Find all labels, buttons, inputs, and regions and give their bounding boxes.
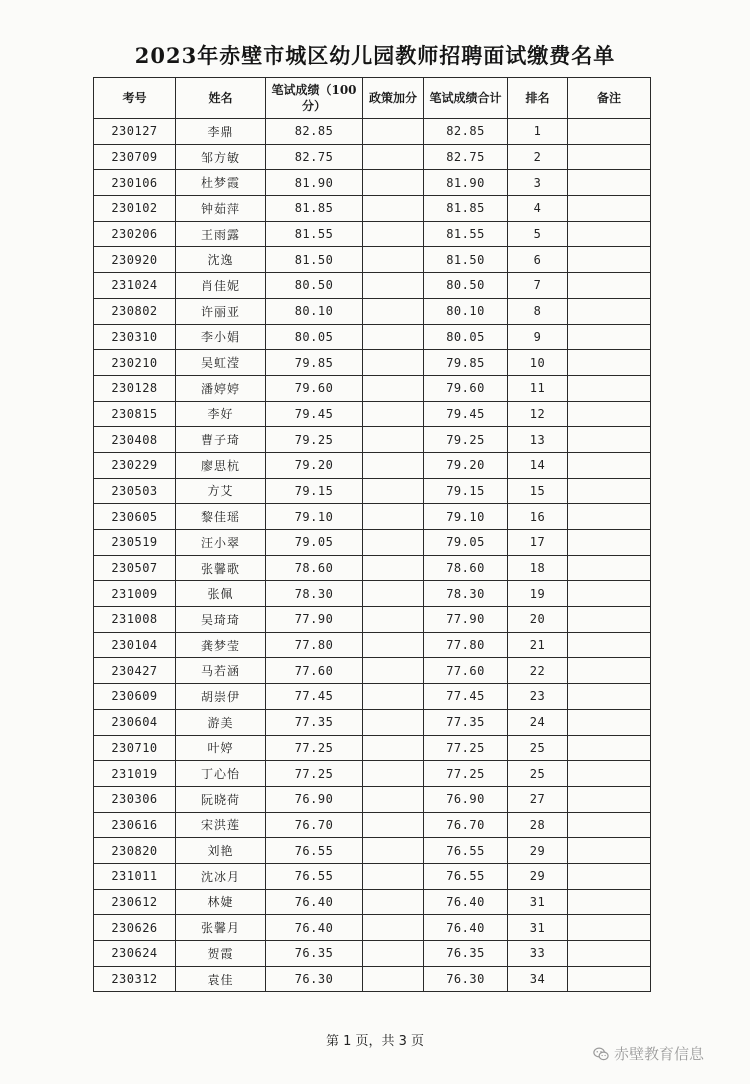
cell-name: 吴琦琦 bbox=[176, 607, 266, 633]
cell-name: 刘艳 bbox=[176, 838, 266, 864]
cell-id: 230616 bbox=[94, 812, 176, 838]
cell-rank: 25 bbox=[508, 761, 568, 787]
score-table-container bbox=[93, 77, 650, 992]
cell-written-score: 82.85 bbox=[266, 119, 363, 145]
cell-name: 王雨露 bbox=[176, 221, 266, 247]
cell-policy-bonus bbox=[363, 966, 424, 992]
cell-policy-bonus bbox=[363, 863, 424, 889]
table-row bbox=[94, 196, 651, 222]
cell-name: 林婕 bbox=[176, 889, 266, 915]
cell-id: 230210 bbox=[94, 350, 176, 376]
table-row bbox=[94, 247, 651, 273]
cell-policy-bonus bbox=[363, 915, 424, 941]
cell-name: 潘婷婷 bbox=[176, 375, 266, 401]
cell-id: 230206 bbox=[94, 221, 176, 247]
cell-written-score: 80.10 bbox=[266, 298, 363, 324]
table-row bbox=[94, 350, 651, 376]
cell-policy-bonus bbox=[363, 761, 424, 787]
cell-id: 230709 bbox=[94, 144, 176, 170]
cell-total-score: 81.55 bbox=[424, 221, 508, 247]
cell-rank: 2 bbox=[508, 144, 568, 170]
cell-policy-bonus bbox=[363, 119, 424, 145]
cell-policy-bonus bbox=[363, 144, 424, 170]
cell-note bbox=[568, 735, 651, 761]
header-total-score: 笔试成绩合计 bbox=[424, 78, 508, 119]
cell-total-score: 76.55 bbox=[424, 838, 508, 864]
cell-total-score: 79.20 bbox=[424, 452, 508, 478]
cell-id: 230710 bbox=[94, 735, 176, 761]
cell-total-score: 79.05 bbox=[424, 530, 508, 556]
cell-name: 汪小翠 bbox=[176, 530, 266, 556]
score-table bbox=[93, 77, 651, 992]
cell-name: 丁心怡 bbox=[176, 761, 266, 787]
cell-policy-bonus bbox=[363, 170, 424, 196]
table-row bbox=[94, 889, 651, 915]
cell-total-score: 82.85 bbox=[424, 119, 508, 145]
cell-name: 钟茹萍 bbox=[176, 196, 266, 222]
cell-policy-bonus bbox=[363, 298, 424, 324]
cell-name: 胡崇伊 bbox=[176, 684, 266, 710]
cell-written-score: 82.75 bbox=[266, 144, 363, 170]
table-row bbox=[94, 735, 651, 761]
header-id: 考号 bbox=[94, 78, 176, 119]
cell-rank: 13 bbox=[508, 427, 568, 453]
cell-rank: 11 bbox=[508, 375, 568, 401]
cell-note bbox=[568, 298, 651, 324]
cell-written-score: 77.25 bbox=[266, 761, 363, 787]
cell-note bbox=[568, 196, 651, 222]
cell-total-score: 76.90 bbox=[424, 786, 508, 812]
table-row bbox=[94, 607, 651, 633]
cell-rank: 31 bbox=[508, 915, 568, 941]
cell-policy-bonus bbox=[363, 324, 424, 350]
cell-id: 230507 bbox=[94, 555, 176, 581]
table-row bbox=[94, 761, 651, 787]
cell-rank: 22 bbox=[508, 658, 568, 684]
cell-id: 230408 bbox=[94, 427, 176, 453]
cell-rank: 18 bbox=[508, 555, 568, 581]
cell-policy-bonus bbox=[363, 735, 424, 761]
cell-policy-bonus bbox=[363, 401, 424, 427]
cell-id: 230802 bbox=[94, 298, 176, 324]
cell-note bbox=[568, 119, 651, 145]
cell-note bbox=[568, 530, 651, 556]
table-row bbox=[94, 452, 651, 478]
table-row bbox=[94, 966, 651, 992]
page-number: 第 1 页，共 3 页 bbox=[325, 1034, 425, 1049]
cell-written-score: 76.35 bbox=[266, 941, 363, 967]
cell-written-score: 79.10 bbox=[266, 504, 363, 530]
table-row bbox=[94, 144, 651, 170]
cell-written-score: 77.80 bbox=[266, 632, 363, 658]
table-row bbox=[94, 324, 651, 350]
cell-total-score: 79.60 bbox=[424, 375, 508, 401]
cell-note bbox=[568, 504, 651, 530]
cell-note bbox=[568, 144, 651, 170]
cell-name: 方艾 bbox=[176, 478, 266, 504]
cell-name: 沈冰月 bbox=[176, 863, 266, 889]
cell-note bbox=[568, 786, 651, 812]
cell-id: 230609 bbox=[94, 684, 176, 710]
cell-rank: 4 bbox=[508, 196, 568, 222]
cell-id: 230106 bbox=[94, 170, 176, 196]
cell-id: 230104 bbox=[94, 632, 176, 658]
cell-rank: 31 bbox=[508, 889, 568, 915]
cell-rank: 19 bbox=[508, 581, 568, 607]
cell-written-score: 80.50 bbox=[266, 273, 363, 299]
cell-note bbox=[568, 221, 651, 247]
cell-written-score: 79.85 bbox=[266, 350, 363, 376]
table-row bbox=[94, 427, 651, 453]
cell-total-score: 79.85 bbox=[424, 350, 508, 376]
cell-name: 龚梦莹 bbox=[176, 632, 266, 658]
cell-name: 叶婷 bbox=[176, 735, 266, 761]
cell-id: 230306 bbox=[94, 786, 176, 812]
table-row bbox=[94, 941, 651, 967]
cell-policy-bonus bbox=[363, 684, 424, 710]
cell-rank: 21 bbox=[508, 632, 568, 658]
cell-id: 230604 bbox=[94, 709, 176, 735]
cell-name: 贺霞 bbox=[176, 941, 266, 967]
table-row bbox=[94, 298, 651, 324]
table-row bbox=[94, 401, 651, 427]
table-row bbox=[94, 684, 651, 710]
cell-name: 游美 bbox=[176, 709, 266, 735]
table-row bbox=[94, 581, 651, 607]
cell-name: 阮晓荷 bbox=[176, 786, 266, 812]
cell-policy-bonus bbox=[363, 530, 424, 556]
table-row bbox=[94, 478, 651, 504]
cell-note bbox=[568, 889, 651, 915]
cell-note bbox=[568, 581, 651, 607]
table-row bbox=[94, 273, 651, 299]
cell-written-score: 81.85 bbox=[266, 196, 363, 222]
table-row bbox=[94, 504, 651, 530]
table-body bbox=[94, 119, 651, 992]
table-row bbox=[94, 555, 651, 581]
cell-written-score: 78.60 bbox=[266, 555, 363, 581]
cell-id: 230427 bbox=[94, 658, 176, 684]
cell-note bbox=[568, 478, 651, 504]
cell-note bbox=[568, 273, 651, 299]
cell-written-score: 78.30 bbox=[266, 581, 363, 607]
cell-name: 李鼎 bbox=[176, 119, 266, 145]
cell-note bbox=[568, 427, 651, 453]
cell-note bbox=[568, 375, 651, 401]
cell-name: 邹方敏 bbox=[176, 144, 266, 170]
cell-id: 230229 bbox=[94, 452, 176, 478]
cell-total-score: 76.30 bbox=[424, 966, 508, 992]
cell-total-score: 81.90 bbox=[424, 170, 508, 196]
cell-policy-bonus bbox=[363, 247, 424, 273]
cell-rank: 24 bbox=[508, 709, 568, 735]
cell-id: 230312 bbox=[94, 966, 176, 992]
cell-total-score: 77.80 bbox=[424, 632, 508, 658]
cell-name: 袁佳 bbox=[176, 966, 266, 992]
cell-note bbox=[568, 632, 651, 658]
cell-policy-bonus bbox=[363, 941, 424, 967]
cell-policy-bonus bbox=[363, 709, 424, 735]
cell-total-score: 82.75 bbox=[424, 144, 508, 170]
cell-total-score: 76.55 bbox=[424, 863, 508, 889]
cell-rank: 17 bbox=[508, 530, 568, 556]
cell-name: 肖佳妮 bbox=[176, 273, 266, 299]
cell-rank: 29 bbox=[508, 863, 568, 889]
cell-id: 230920 bbox=[94, 247, 176, 273]
cell-rank: 14 bbox=[508, 452, 568, 478]
cell-policy-bonus bbox=[363, 658, 424, 684]
cell-rank: 33 bbox=[508, 941, 568, 967]
cell-id: 230128 bbox=[94, 375, 176, 401]
cell-written-score: 76.30 bbox=[266, 966, 363, 992]
cell-note bbox=[568, 915, 651, 941]
cell-written-score: 77.90 bbox=[266, 607, 363, 633]
cell-total-score: 77.60 bbox=[424, 658, 508, 684]
cell-total-score: 78.30 bbox=[424, 581, 508, 607]
cell-name: 杜梦霞 bbox=[176, 170, 266, 196]
cell-name: 张馨月 bbox=[176, 915, 266, 941]
cell-total-score: 77.45 bbox=[424, 684, 508, 710]
cell-rank: 8 bbox=[508, 298, 568, 324]
table-row bbox=[94, 632, 651, 658]
cell-note bbox=[568, 941, 651, 967]
cell-policy-bonus bbox=[363, 632, 424, 658]
table-row bbox=[94, 812, 651, 838]
cell-policy-bonus bbox=[363, 786, 424, 812]
cell-rank: 10 bbox=[508, 350, 568, 376]
table-row bbox=[94, 863, 651, 889]
cell-written-score: 79.60 bbox=[266, 375, 363, 401]
cell-total-score: 79.25 bbox=[424, 427, 508, 453]
cell-policy-bonus bbox=[363, 581, 424, 607]
cell-total-score: 80.05 bbox=[424, 324, 508, 350]
table-row bbox=[94, 221, 651, 247]
cell-rank: 23 bbox=[508, 684, 568, 710]
cell-note bbox=[568, 401, 651, 427]
cell-total-score: 77.25 bbox=[424, 761, 508, 787]
cell-id: 230815 bbox=[94, 401, 176, 427]
cell-written-score: 79.45 bbox=[266, 401, 363, 427]
cell-note bbox=[568, 709, 651, 735]
cell-policy-bonus bbox=[363, 889, 424, 915]
cell-written-score: 80.05 bbox=[266, 324, 363, 350]
cell-rank: 29 bbox=[508, 838, 568, 864]
cell-total-score: 77.25 bbox=[424, 735, 508, 761]
cell-policy-bonus bbox=[363, 427, 424, 453]
cell-policy-bonus bbox=[363, 221, 424, 247]
table-row bbox=[94, 658, 651, 684]
cell-total-score: 76.70 bbox=[424, 812, 508, 838]
cell-total-score: 76.40 bbox=[424, 915, 508, 941]
cell-note bbox=[568, 812, 651, 838]
cell-written-score: 76.55 bbox=[266, 863, 363, 889]
cell-policy-bonus bbox=[363, 812, 424, 838]
cell-name: 廖思杭 bbox=[176, 452, 266, 478]
cell-id: 230626 bbox=[94, 915, 176, 941]
cell-id: 230820 bbox=[94, 838, 176, 864]
cell-written-score: 76.40 bbox=[266, 889, 363, 915]
cell-total-score: 78.60 bbox=[424, 555, 508, 581]
cell-id: 230519 bbox=[94, 530, 176, 556]
cell-name: 黎佳瑶 bbox=[176, 504, 266, 530]
cell-note bbox=[568, 684, 651, 710]
cell-written-score: 77.45 bbox=[266, 684, 363, 710]
header-note: 备注 bbox=[568, 78, 651, 119]
cell-rank: 5 bbox=[508, 221, 568, 247]
cell-name: 许丽亚 bbox=[176, 298, 266, 324]
header-written-score: 笔试成绩（100分） bbox=[266, 78, 363, 119]
cell-policy-bonus bbox=[363, 452, 424, 478]
cell-rank: 7 bbox=[508, 273, 568, 299]
cell-total-score: 77.35 bbox=[424, 709, 508, 735]
cell-note bbox=[568, 838, 651, 864]
table-row bbox=[94, 786, 651, 812]
cell-note bbox=[568, 452, 651, 478]
cell-note bbox=[568, 607, 651, 633]
cell-written-score: 81.90 bbox=[266, 170, 363, 196]
cell-name: 张馨歌 bbox=[176, 555, 266, 581]
cell-policy-bonus bbox=[363, 555, 424, 581]
cell-total-score: 77.90 bbox=[424, 607, 508, 633]
header-name: 姓名 bbox=[176, 78, 266, 119]
cell-rank: 20 bbox=[508, 607, 568, 633]
cell-written-score: 76.70 bbox=[266, 812, 363, 838]
cell-written-score: 76.90 bbox=[266, 786, 363, 812]
header-policy-bonus: 政策加分 bbox=[363, 78, 424, 119]
document-title: 2023年赤壁市城区幼儿园教师招聘面试缴费名单 bbox=[134, 43, 616, 68]
cell-total-score: 81.85 bbox=[424, 196, 508, 222]
cell-note bbox=[568, 170, 651, 196]
header-rank: 排名 bbox=[508, 78, 568, 119]
watermark bbox=[592, 1043, 704, 1064]
cell-id: 231011 bbox=[94, 863, 176, 889]
cell-rank: 25 bbox=[508, 735, 568, 761]
cell-policy-bonus bbox=[363, 375, 424, 401]
cell-policy-bonus bbox=[363, 607, 424, 633]
table-row bbox=[94, 119, 651, 145]
cell-rank: 6 bbox=[508, 247, 568, 273]
cell-rank: 3 bbox=[508, 170, 568, 196]
cell-name: 宋洪莲 bbox=[176, 812, 266, 838]
cell-policy-bonus bbox=[363, 196, 424, 222]
cell-rank: 15 bbox=[508, 478, 568, 504]
cell-rank: 1 bbox=[508, 119, 568, 145]
cell-written-score: 77.60 bbox=[266, 658, 363, 684]
cell-total-score: 79.15 bbox=[424, 478, 508, 504]
cell-total-score: 81.50 bbox=[424, 247, 508, 273]
cell-rank: 9 bbox=[508, 324, 568, 350]
table-row bbox=[94, 530, 651, 556]
cell-written-score: 77.25 bbox=[266, 735, 363, 761]
cell-rank: 27 bbox=[508, 786, 568, 812]
header-row bbox=[94, 78, 651, 119]
table-row bbox=[94, 915, 651, 941]
cell-total-score: 80.10 bbox=[424, 298, 508, 324]
cell-id: 231009 bbox=[94, 581, 176, 607]
cell-id: 230624 bbox=[94, 941, 176, 967]
wechat-icon bbox=[592, 1045, 610, 1063]
cell-name: 沈逸 bbox=[176, 247, 266, 273]
cell-note bbox=[568, 658, 651, 684]
cell-name: 吴虹滢 bbox=[176, 350, 266, 376]
cell-note bbox=[568, 761, 651, 787]
cell-written-score: 79.15 bbox=[266, 478, 363, 504]
table-row bbox=[94, 375, 651, 401]
cell-total-score: 79.10 bbox=[424, 504, 508, 530]
cell-total-score: 79.45 bbox=[424, 401, 508, 427]
cell-rank: 16 bbox=[508, 504, 568, 530]
cell-policy-bonus bbox=[363, 838, 424, 864]
cell-rank: 12 bbox=[508, 401, 568, 427]
cell-written-score: 81.55 bbox=[266, 221, 363, 247]
cell-written-score: 79.25 bbox=[266, 427, 363, 453]
cell-name: 李好 bbox=[176, 401, 266, 427]
cell-note bbox=[568, 350, 651, 376]
cell-id: 230612 bbox=[94, 889, 176, 915]
cell-policy-bonus bbox=[363, 478, 424, 504]
cell-written-score: 81.50 bbox=[266, 247, 363, 273]
cell-policy-bonus bbox=[363, 504, 424, 530]
cell-id: 230605 bbox=[94, 504, 176, 530]
cell-id: 231019 bbox=[94, 761, 176, 787]
cell-note bbox=[568, 555, 651, 581]
cell-policy-bonus bbox=[363, 273, 424, 299]
cell-written-score: 79.05 bbox=[266, 530, 363, 556]
table-row bbox=[94, 170, 651, 196]
cell-name: 马若涵 bbox=[176, 658, 266, 684]
cell-id: 231024 bbox=[94, 273, 176, 299]
cell-written-score: 76.55 bbox=[266, 838, 363, 864]
cell-id: 230102 bbox=[94, 196, 176, 222]
cell-name: 李小娟 bbox=[176, 324, 266, 350]
cell-note bbox=[568, 966, 651, 992]
table-row bbox=[94, 709, 651, 735]
cell-name: 曹子琦 bbox=[176, 427, 266, 453]
cell-rank: 28 bbox=[508, 812, 568, 838]
cell-id: 230503 bbox=[94, 478, 176, 504]
table-row bbox=[94, 838, 651, 864]
cell-written-score: 76.40 bbox=[266, 915, 363, 941]
cell-rank: 34 bbox=[508, 966, 568, 992]
cell-name: 张佩 bbox=[176, 581, 266, 607]
watermark-text: 赤壁教育信息 bbox=[614, 1045, 705, 1063]
cell-note bbox=[568, 324, 651, 350]
cell-note bbox=[568, 247, 651, 273]
cell-total-score: 76.40 bbox=[424, 889, 508, 915]
cell-written-score: 79.20 bbox=[266, 452, 363, 478]
cell-id: 231008 bbox=[94, 607, 176, 633]
cell-policy-bonus bbox=[363, 350, 424, 376]
cell-id: 230127 bbox=[94, 119, 176, 145]
cell-total-score: 76.35 bbox=[424, 941, 508, 967]
cell-id: 230310 bbox=[94, 324, 176, 350]
cell-note bbox=[568, 863, 651, 889]
cell-written-score: 77.35 bbox=[266, 709, 363, 735]
cell-total-score: 80.50 bbox=[424, 273, 508, 299]
